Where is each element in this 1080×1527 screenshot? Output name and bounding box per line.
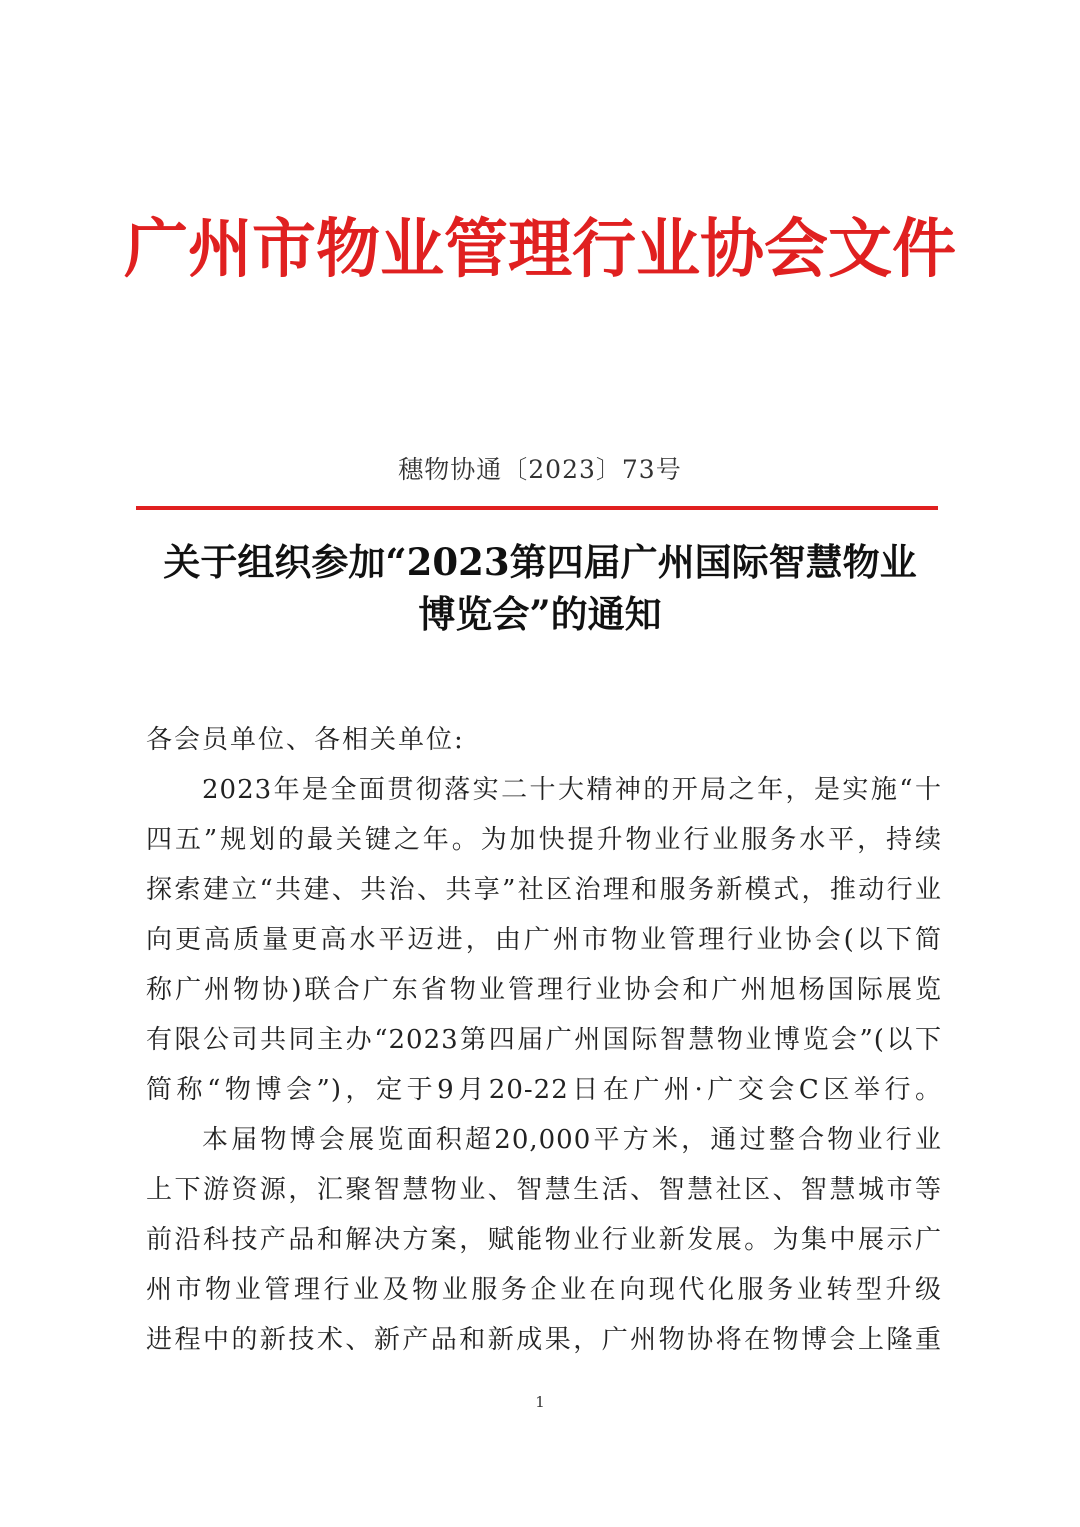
body-line-5: 称广州物协)联合广东省物业管理行业协会和广州旭杨国际展览	[146, 975, 942, 1005]
body-line-6: 有限公司共同主办“2023第四届广州国际智慧物业博览会”(以下	[146, 1025, 942, 1055]
body-line-3: 探索建立“共建、共治、共享”社区治理和服务新模式，推动行业	[146, 875, 942, 905]
page-number: 1	[535, 1393, 545, 1411]
body-line-10: 前沿科技产品和解决方案，赋能物业行业新发展。为集中展示广	[146, 1225, 942, 1255]
body-line-7: 简称“物博会”)，定于9月20-22日在广州·广交会C区举行。	[146, 1075, 942, 1105]
body-line-4: 向更高质量更高水平迈进，由广州市物业管理行业协会(以下简	[146, 925, 942, 955]
body-line-8: 本届物博会展览面积超20,000平方米，通过整合物业行业	[202, 1125, 942, 1155]
body-line-12: 进程中的新技术、新产品和新成果，广州物协将在物博会上隆重	[146, 1325, 942, 1355]
notice-title-line-1: 关于组织参加“2023第四届广州国际智慧物业	[163, 540, 917, 584]
red-divider-rule	[136, 506, 938, 510]
notice-title-line-2: 博览会”的通知	[418, 592, 662, 636]
notice-title	[130, 536, 950, 640]
body-line-2: 四五”规划的最关键之年。为加快提升物业行业服务水平，持续	[146, 825, 942, 855]
body-line-11: 州市物业管理行业及物业服务企业在向现代化服务业转型升级	[146, 1275, 942, 1305]
body-line-9: 上下游资源，汇聚智慧物业、智慧生活、智慧社区、智慧城市等	[146, 1175, 942, 1205]
body-line-1: 2023年是全面贯彻落实二十大精神的开局之年，是实施“十	[202, 775, 942, 805]
salutation: 各会员单位、各相关单位:	[146, 725, 465, 755]
document-masthead: 广州市物业管理行业协会文件	[124, 213, 956, 287]
document-number: 穗物协通〔2023〕73号	[398, 455, 682, 484]
